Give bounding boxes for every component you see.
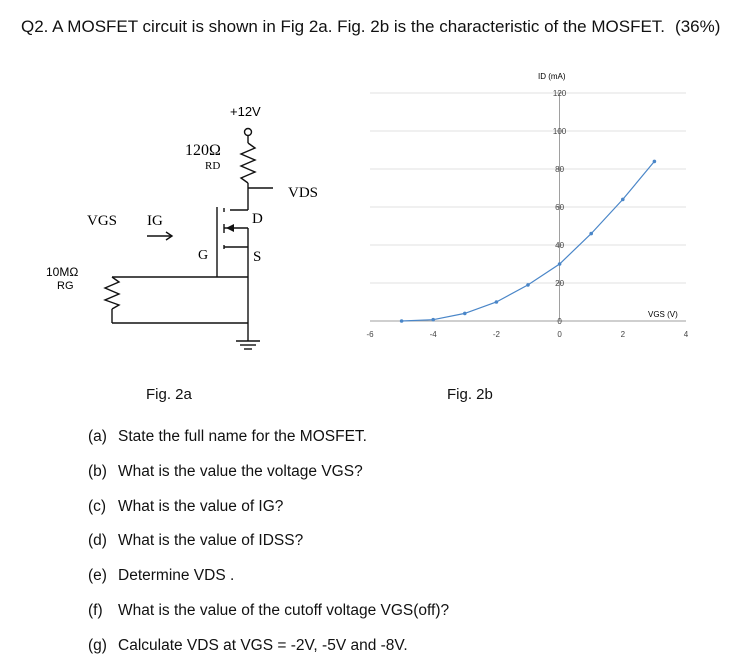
data-point (621, 198, 625, 202)
fig-2b-caption: Fig. 2b (447, 386, 493, 403)
data-point (526, 283, 530, 287)
question-part-d: (d) What is the value of IDSS? (88, 532, 304, 550)
supply-label: +12V (230, 104, 261, 119)
question-text: Q2. A MOSFET circuit is shown in Fig 2a. Fig. 2b is the characteristic of the MOSFET. (21, 17, 666, 36)
y-tick-label: 40 (555, 241, 565, 250)
data-point (558, 262, 562, 266)
data-point (495, 300, 499, 304)
question-part-g: (g) Calculate VDS at VGS = -2V, -5V and -8V. (88, 636, 408, 654)
rd-value-label: 120Ω (185, 142, 221, 159)
y-tick-label: 120 (552, 89, 567, 98)
question-title (21, 17, 720, 37)
y-axis-label: ID (mA) (538, 72, 566, 81)
question-marks: (36%) (675, 17, 721, 36)
data-point (653, 160, 657, 164)
question-part-c: (c) What is the value of IG? (88, 497, 284, 515)
y-tick-label: 20 (555, 279, 565, 288)
chart-series (400, 160, 656, 323)
x-tick-label: 4 (683, 330, 689, 339)
data-point (400, 319, 404, 323)
data-point (463, 312, 467, 316)
x-tick-label: -6 (366, 330, 374, 339)
x-tick-label: 2 (620, 330, 626, 339)
rg-name-label: RG (57, 280, 74, 292)
drain-resistor (241, 143, 255, 183)
y-tick-label: 0 (557, 317, 562, 326)
y-tick-label: 80 (555, 165, 565, 174)
y-tick-label: 60 (555, 203, 565, 212)
question-part-b: (b) What is the value the voltage VGS? (88, 462, 363, 480)
vgs-label: VGS (87, 213, 118, 229)
rg-value-label: 10MΩ (46, 265, 79, 279)
x-axis-label: VGS (V) (648, 310, 678, 319)
circuit-diagram (40, 95, 360, 355)
transfer-characteristic-chart (350, 65, 730, 355)
x-tick-label: 0 (557, 330, 562, 339)
data-point (431, 318, 435, 322)
chart-grid (370, 93, 686, 321)
question-part-e: (e) Determine VDS . (88, 567, 235, 585)
source-label: S (253, 249, 262, 265)
chart-ticks (366, 89, 688, 339)
question-part-a: (a) State the full name for the MOSFET. (88, 428, 367, 445)
series-line (402, 161, 655, 321)
vds-label: VDS (288, 185, 319, 201)
ig-label: IG (147, 213, 163, 229)
drain-label: D (252, 211, 263, 227)
question-parts (88, 420, 449, 664)
data-point (589, 232, 593, 236)
question-part-f: (f) What is the value of the cutoff voltage VGS(off)? (88, 601, 450, 619)
x-tick-label: -2 (492, 330, 500, 339)
gate-label: G (198, 248, 209, 263)
supply-terminal (245, 129, 252, 136)
fig-2a-caption: Fig. 2a (146, 386, 192, 403)
y-tick-label: 100 (552, 127, 567, 136)
mosfet-arrow (226, 224, 234, 232)
x-tick-label: -4 (429, 330, 437, 339)
rd-name-label: RD (205, 160, 221, 172)
gate-resistor (105, 277, 119, 309)
